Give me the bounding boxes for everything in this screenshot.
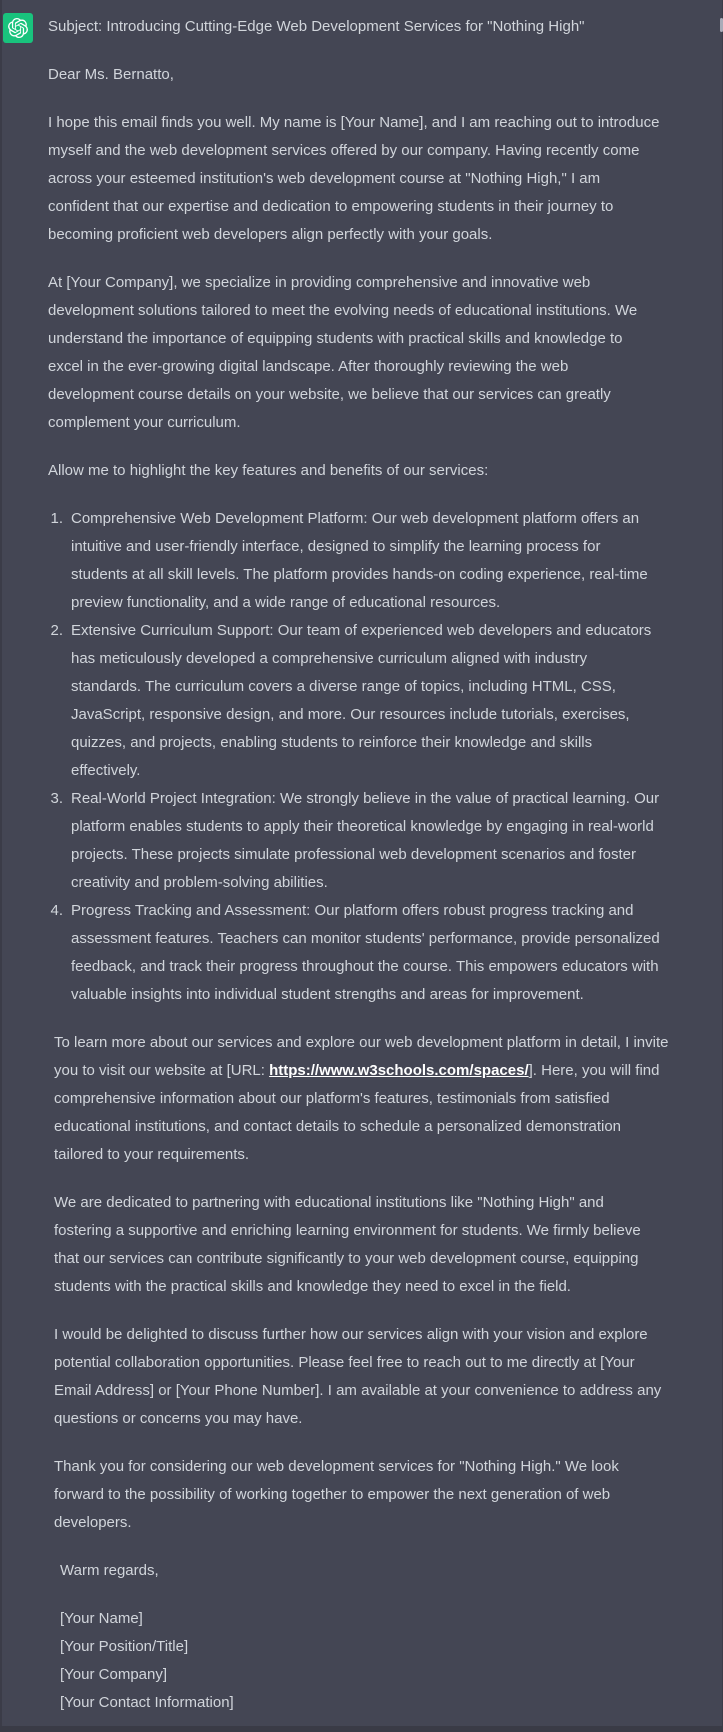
text-line: effectively.	[71, 762, 141, 779]
text-line: potential collaboration opportunities. Please feel free to reach out to me directly at [Your	[54, 1354, 635, 1371]
text-line: [Your Company]	[60, 1666, 168, 1683]
company-paragraph	[48, 269, 710, 437]
list-number: 2.	[50, 622, 63, 639]
text-line: I would be delighted to discuss further how our services align with your vision and explore	[54, 1326, 648, 1343]
thanks-paragraph	[48, 1453, 710, 1537]
text-line: Comprehensive Web Development Platform: Our web development platform offers an	[71, 510, 640, 527]
website-paragraph	[48, 1029, 710, 1169]
list-item	[48, 505, 710, 617]
text-line: myself and the web development services offered by our company. Having recently come	[48, 142, 640, 159]
highlight-intro	[48, 457, 710, 485]
list-number: 3.	[50, 790, 63, 807]
text-line: Progress Tracking and Assessment: Our platform offers robust progress tracking and	[71, 902, 634, 919]
text-line: fostering a supportive and enriching learning environment for students. We firmly believe	[54, 1222, 641, 1239]
signature-block	[48, 1605, 710, 1717]
assistant-avatar	[3, 13, 33, 43]
intro-paragraph	[48, 109, 710, 249]
openai-logo-icon	[8, 18, 28, 38]
text-line: valuable insights into individual student strengths and areas for improvement.	[71, 986, 584, 1003]
text-line: quizzes, and projects, enabling students to reinforce their knowledge and skills	[71, 734, 593, 751]
text-line: Email Address] or [Your Phone Number]. I am available at your convenience to address any	[54, 1382, 662, 1399]
text-line: Dear Ms. Bernatto,	[48, 66, 174, 83]
text-line: questions or concerns you may have.	[54, 1410, 303, 1427]
text-line: I hope this email finds you well. My name is [Your Name], and I am reaching out to introduce	[48, 114, 660, 131]
text-line: JavaScript, responsive design, and more. Our resources include tutorials, exercises,	[71, 706, 630, 723]
text-line: At [Your Company], we specialize in providing comprehensive and innovative web	[48, 274, 591, 291]
text-line: preview functionality, and a wide range of educational resources.	[71, 594, 501, 611]
text-line: standards. The curriculum covers a diverse range of topics, including HTML, CSS,	[71, 678, 616, 695]
text-line: assessment features. Teachers can monitor students' performance, provide personalized	[71, 930, 660, 947]
list-number: 4.	[50, 902, 63, 919]
text-line: across your esteemed institution's web development course at "Nothing High," I am	[48, 170, 601, 187]
text-line: excel in the ever-growing digital landscape. After thoroughly reviewing the web	[48, 358, 569, 375]
text-line: platform enables students to apply their theoretical knowledge by engaging in real-world	[71, 818, 654, 835]
list-item	[48, 785, 710, 897]
list-item	[48, 897, 710, 1009]
text-line: Extensive Curriculum Support: Our team of experienced web developers and educators	[71, 622, 652, 639]
subject-line	[48, 13, 710, 41]
text-line: educational institutions, and contact details to schedule a personalized demonstration	[54, 1118, 622, 1135]
text-line: forward to the possibility of working together to empower the next generation of web	[54, 1486, 611, 1503]
text-line: Thank you for considering our web development services for "Nothing High." We look	[54, 1458, 619, 1475]
greeting	[48, 61, 710, 89]
bottom-edge-border	[0, 1726, 723, 1732]
dedication-paragraph	[48, 1189, 710, 1301]
features-list	[48, 505, 710, 1009]
text-line: Warm regards,	[60, 1562, 159, 1579]
text-line: complement your curriculum.	[48, 414, 241, 431]
text-line: Real-World Project Integration: We strongly believe in the value of practical learning. Our	[71, 790, 660, 807]
text-line: feedback, and track their progress throughout the course. This empowers educators with	[71, 958, 659, 975]
text-line: comprehensive information about our platform's features, testimonials from satisfied	[54, 1090, 610, 1107]
text-line: development solutions tailored to meet the evolving needs of educational institutions. We	[48, 302, 638, 319]
text-line: [Your Position/Title]	[60, 1638, 189, 1655]
text-line: has meticulously developed a comprehensive curriculum aligned with industry	[71, 650, 588, 667]
text-line: Allow me to highlight the key features and benefits of our services:	[48, 462, 489, 479]
text-line: that our services can contribute significantly to your web development course, equipping	[54, 1250, 639, 1267]
left-edge-border	[0, 0, 2, 1732]
text-line: We are dedicated to partnering with educational institutions like "Nothing High" and	[54, 1194, 604, 1211]
text-line: confident that our expertise and dedication to empowering students in their journey to	[48, 198, 614, 215]
text-line: becoming proficient web developers align perfectly with your goals.	[48, 226, 493, 243]
text-line: understand the importance of equipping students with practical skills and knowledge to	[48, 330, 623, 347]
text-span: you to visit our website at [URL:	[54, 1062, 270, 1079]
text-line: students with the practical skills and knowledge they need to excel in the field.	[54, 1278, 571, 1295]
text-line: students at all skill levels. The platform provides hands-on coding experience, real-time	[71, 566, 648, 583]
assistant-message-body	[48, 13, 710, 1717]
contact-paragraph	[48, 1321, 710, 1433]
text-line: [Your Name]	[60, 1610, 143, 1627]
text-line: To learn more about our services and explore our web development platform in detail, I invite	[54, 1034, 669, 1051]
signoff	[48, 1557, 710, 1585]
text-line: tailored to your requirements.	[54, 1146, 250, 1163]
text-line: [Your Contact Information]	[60, 1694, 234, 1711]
text-line: development course details on your website, we believe that our services can greatly	[48, 386, 611, 403]
text-line: creativity and problem-solving abilities.	[71, 874, 328, 891]
text-line: intuitive and user-friendly interface, designed to simplify the learning process for	[71, 538, 601, 555]
text-line: developers.	[54, 1514, 132, 1531]
list-number: 1.	[50, 510, 63, 527]
text-line: Subject: Introducing Cutting-Edge Web Development Services for "Nothing High"	[48, 18, 585, 35]
text-span: ]. Here, you will find	[528, 1062, 660, 1079]
list-item	[48, 617, 710, 785]
w3schools-spaces-link[interactable]: https://www.w3schools.com/spaces/	[269, 1062, 529, 1079]
text-line: projects. These projects simulate professional web development scenarios and foster	[71, 846, 637, 863]
text-line	[54, 1057, 710, 1085]
